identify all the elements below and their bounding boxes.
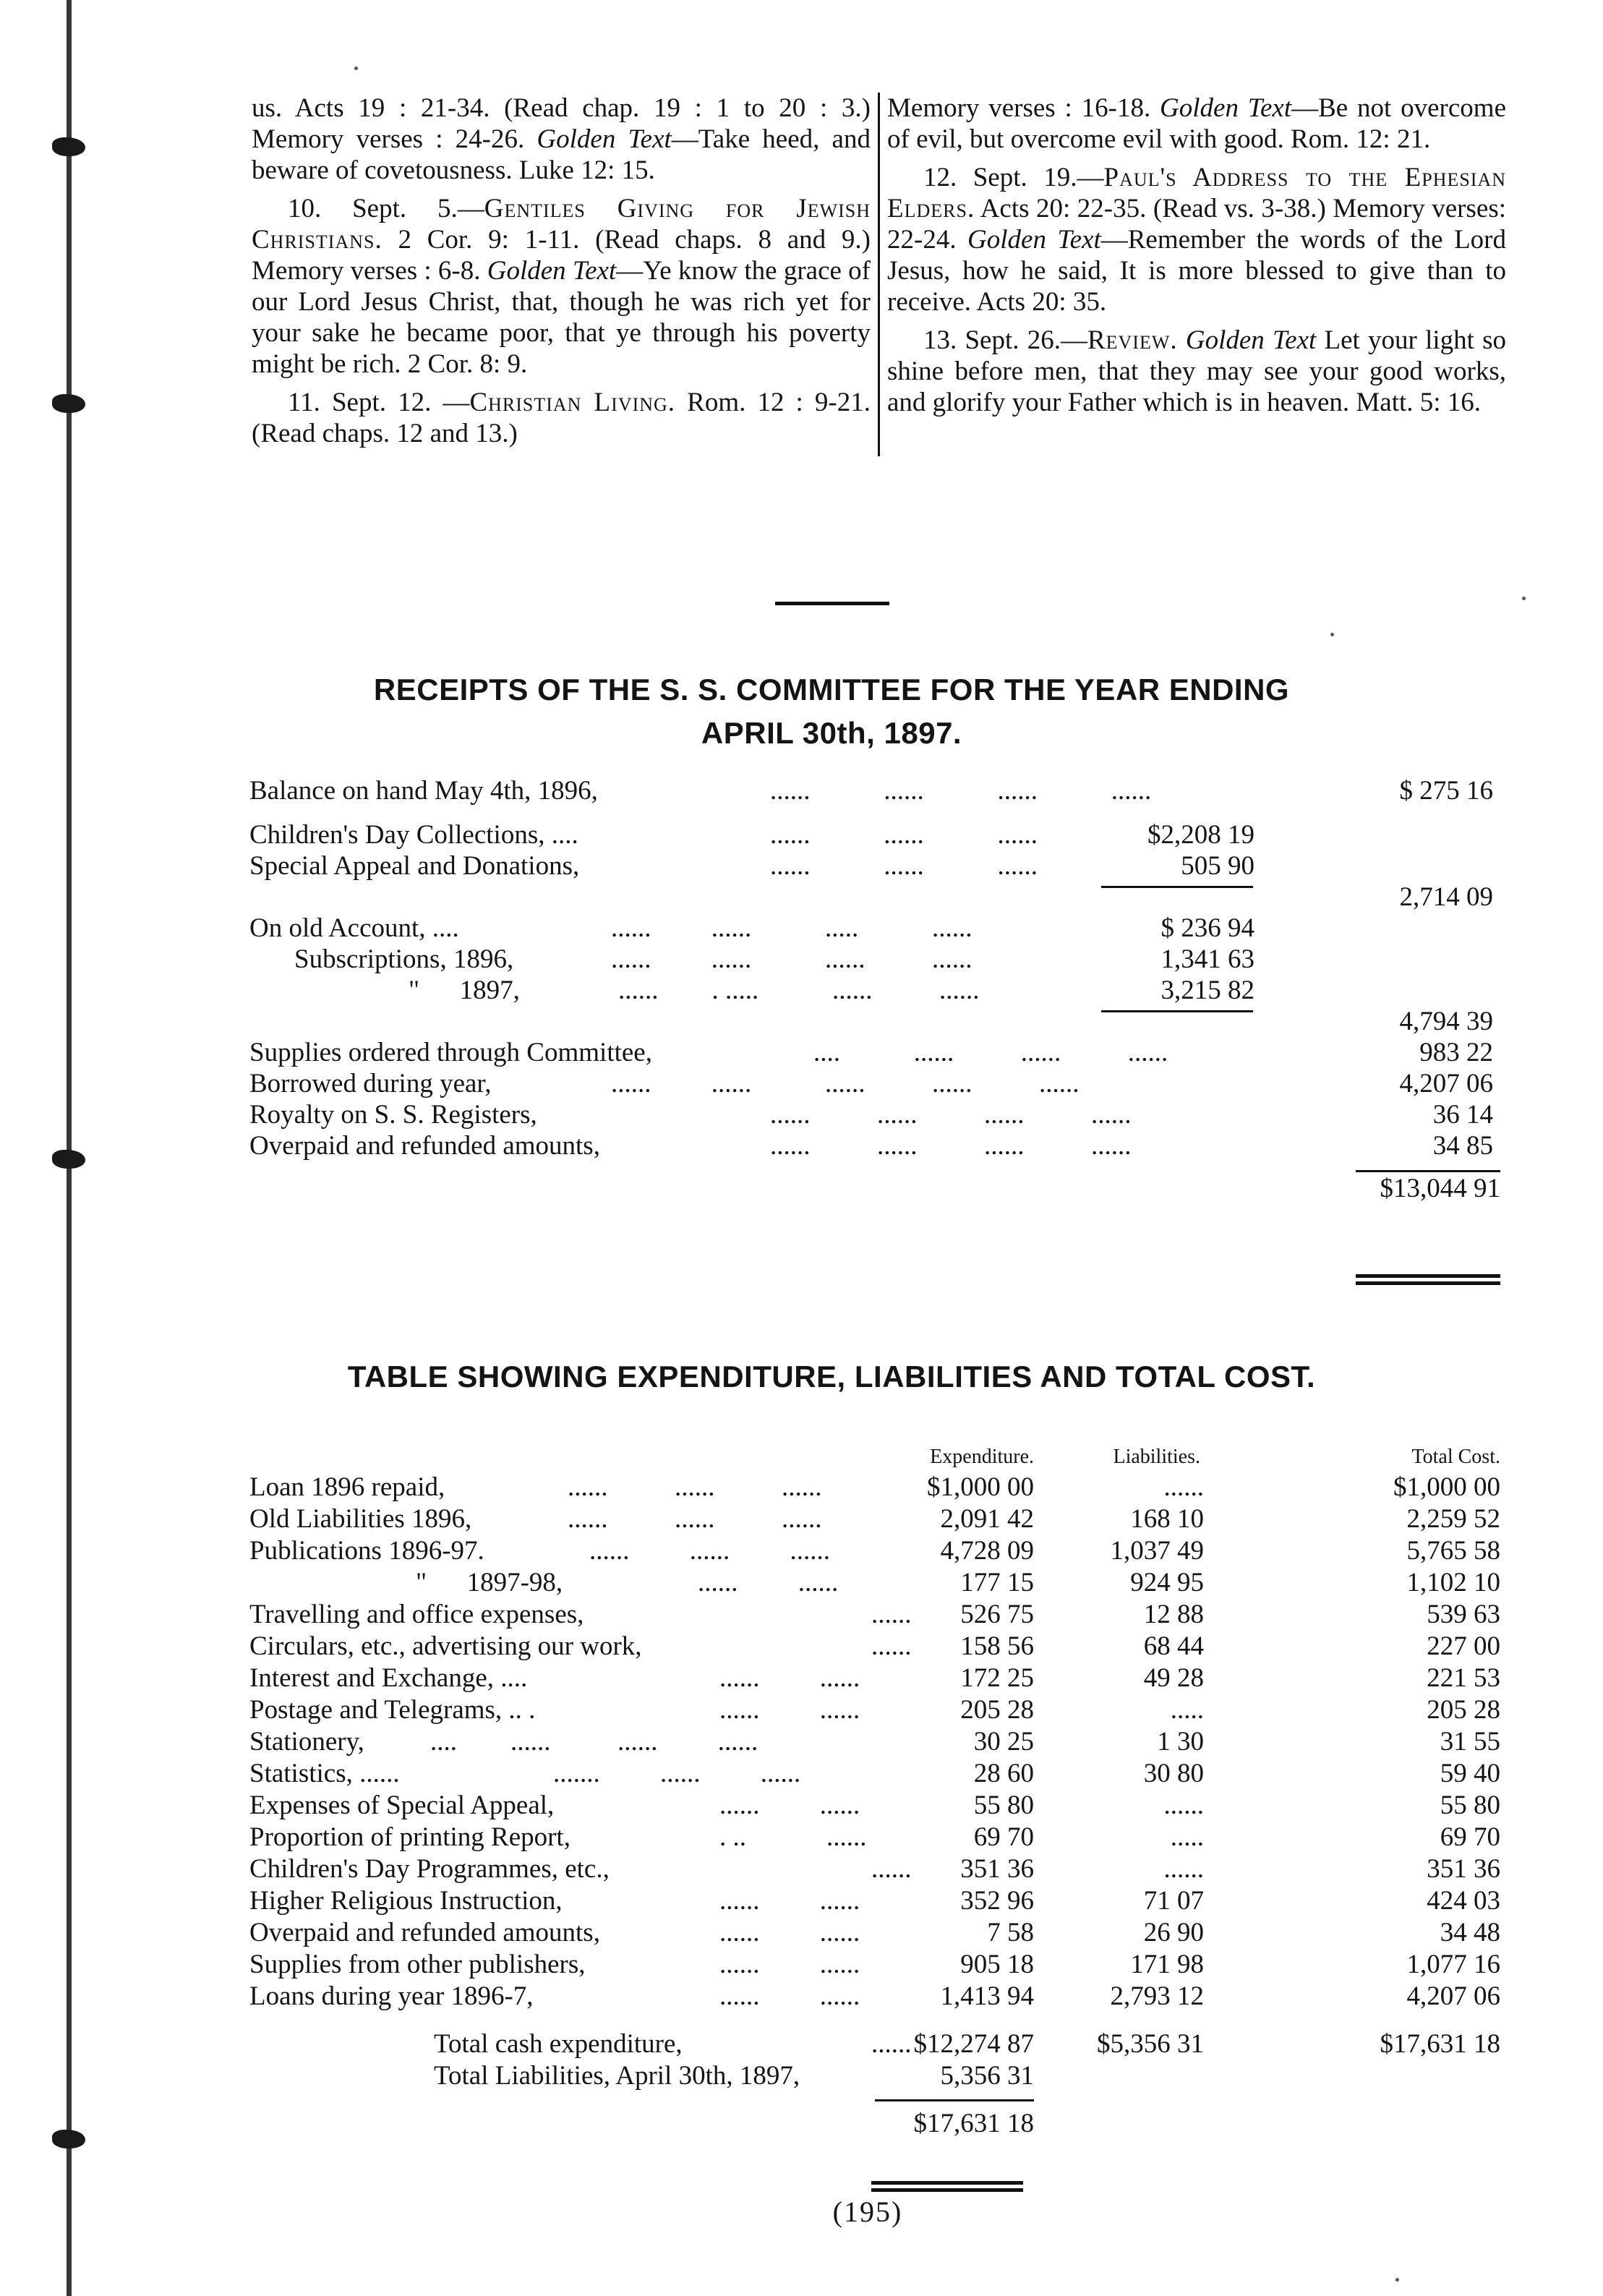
- leader-dots: .... ...... ...... ......: [813, 1038, 1168, 1067]
- column-header-expenditure: Expenditure.: [930, 1446, 1034, 1468]
- receipt-row: Special Appeal and Donations, ...... ...... ...... 505 90: [249, 851, 1254, 881]
- binding-stitch: [52, 137, 85, 156]
- leader-dots: ...... . ..... ...... ......: [618, 976, 980, 1005]
- expenditure-title: TABLE SHOWING EXPENDITURE, LIABILITIES AND TOTAL COST.: [347, 1360, 1316, 1394]
- double-rule: [1356, 1274, 1500, 1278]
- lesson-list: [252, 93, 1506, 456]
- lesson-entry: us. Acts 19 : 21-34. (Read chap. 19 : 1 to 20 : 3.) Memory verses : 24-26. Golden Text—Take heed, and beware of covetousness. Luke 12: 15.: [252, 93, 871, 185]
- leader-dots: ...... ...... ...... ......: [770, 1131, 1132, 1161]
- lesson-entry: 13. Sept. 26.—Review. Golden Text Let your light so shine before men, that they may see your good works, and glorify your Father which is in heaven. Matt. 5: 16.: [887, 325, 1507, 417]
- expenditure-row: Old Liabilities 1896, ...... ...... ...... 2,091 42 168 10 2,259 52: [249, 1504, 1500, 1534]
- leader-dots: ...... ...... ......: [770, 851, 1038, 881]
- receipts-table: [249, 775, 1522, 1205]
- leader-dots: ...... ...... ...... ...... ......: [611, 1069, 1080, 1098]
- expenditure-row: Statistics, ...... ....... ...... ...... 28 60 30 80 59 40: [249, 1759, 1500, 1788]
- binding-stitch: [52, 394, 85, 413]
- leader-dots: ...... ...... ..... ......: [611, 913, 973, 943]
- subtotal-rule: [1101, 886, 1253, 888]
- column-header-liabilities: Liabilities.: [1113, 1446, 1200, 1468]
- expenditure-row: Circulars, etc., advertising our work, ...... 158 56 68 44 227 00: [249, 1631, 1500, 1661]
- expenditure-row: Stationery, .... ...... ...... ...... 30 25 1 30 31 55: [249, 1727, 1500, 1757]
- leader-dots: ...... ...... ...... ......: [770, 776, 1152, 806]
- double-rule: [871, 2188, 1023, 2192]
- column-header-total-cost: Total Cost.: [1411, 1446, 1500, 1468]
- total-liabilities-row: Total Liabilities, April 30th, 1897, 5,356 31: [434, 2061, 1034, 2091]
- lesson-entry: 12. Sept. 19.—Paul's Address to the Ephesian Elders. Acts 20: 22-35. (Read vs. 3-38.) Memory verses: 22-24. Golden Text—Remember the words of the Lord Jesus, how he said, It is more blessed to give than to receive. Acts 20: 35.: [887, 163, 1507, 317]
- expenditure-row: " 1897-98, ...... ...... 177 15 924 95 1,102 10: [416, 1568, 1500, 1597]
- expenditure-table: [249, 1443, 1522, 2143]
- leader-dots: ...... ...... ......: [770, 820, 1038, 850]
- lesson-entry: 11. Sept. 12. —Christian Living. Rom. 12 : 9-21. (Read chaps. 12 and 13.): [252, 388, 871, 448]
- lesson-entry: 10. Sept. 5.—Gentiles Giving for Jewish Christians. 2 Cor. 9: 1-11. (Read chaps. 8 and 9.) Memory verses : 6-8. Golden Text—Ye know the grace of our Lord Jesus Christ, that, though he was rich yet for your sake he became poor, that ye through his poverty might be rich. 2 Cor. 8: 9.: [252, 194, 871, 379]
- receipt-subtotal-row: 2,714 09: [249, 882, 1522, 913]
- expenditure-row: Children's Day Programmes, etc., ...... 351 36 ...... 351 36: [249, 1854, 1500, 1884]
- binding-stitch: [52, 1150, 85, 1169]
- binding-stitch: [52, 2130, 85, 2148]
- ink-speck: [1395, 2278, 1399, 2282]
- receipt-total-row: $13,044 91: [249, 1161, 1522, 1205]
- receipt-row: Royalty on S. S. Registers, ...... ...... ...... ...... 36 14: [249, 1100, 1493, 1130]
- expenditure-row: Loans during year 1896-7, ...... ...... 1,413 94 2,793 12 4,207 06: [249, 1981, 1500, 2011]
- total-rule: [875, 2099, 1034, 2101]
- expenditure-row: Expenses of Special Appeal, ...... ...... 55 80 ...... 55 80: [249, 1791, 1500, 1820]
- receipt-row: Children's Day Collections, .... ...... ...... ...... $2,208 19: [249, 820, 1254, 850]
- page-number: (195): [832, 2195, 903, 2228]
- lesson-entry: Memory verses : 16-18. Golden Text—Be not overcome of evil, but overcome evil with good. Rom. 12: 21.: [887, 93, 1507, 154]
- expenditure-row: Postage and Telegrams, .. . ...... ...... 205 28 ..... 205 28: [249, 1695, 1500, 1725]
- receipt-subtotal-row: 4,794 39: [249, 1006, 1522, 1037]
- expenditure-row: Travelling and office expenses, ...... 526 75 12 88 539 63: [249, 1600, 1500, 1629]
- receipt-row: Subscriptions, 1896, ...... ...... ...... ...... 1,341 63: [294, 944, 1254, 974]
- ink-speck: [1330, 633, 1334, 636]
- leader-dots: ...... ...... ...... ......: [770, 1100, 1132, 1130]
- total-cash-row: Total cash expenditure, ...... $12,274 87 $5,356 31 $17,631 18: [434, 2029, 1500, 2059]
- receipt-row: " 1897, ...... . ..... ...... ...... 3,215 82: [409, 976, 1254, 1005]
- receipt-row: On old Account, .... ...... ...... ..... ...... $ 236 94: [249, 913, 1254, 943]
- leader-dots: ...... ...... ...... ......: [611, 944, 973, 974]
- expenditure-row: Proportion of printing Report, . .. ...... 69 70 ..... 69 70: [249, 1822, 1500, 1852]
- lesson-column-right: [880, 93, 1506, 456]
- expenditure-row: Higher Religious Instruction, ...... ...... 352 96 71 07 424 03: [249, 1886, 1500, 1916]
- total-rule: [1356, 1170, 1500, 1172]
- receipt-row: Balance on hand May 4th, 1896, ...... ...... ...... ...... $ 275 16: [249, 776, 1493, 806]
- expenditure-row: Loan 1896 repaid, ...... ...... ...... $1,000 00 ...... $1,000 00: [249, 1472, 1500, 1502]
- receipt-row: Supplies ordered through Committee, .... ...... ...... ...... 983 22: [249, 1038, 1493, 1067]
- receipt-row: Borrowed during year, ...... ...... ...... ...... ...... 4,207 06: [249, 1069, 1493, 1098]
- section-divider: [775, 602, 889, 605]
- lesson-column-left: [252, 93, 880, 456]
- ink-speck: [354, 67, 358, 70]
- expenditure-row: Supplies from other publishers, ...... ...... 905 18 171 98 1,077 16: [249, 1950, 1500, 1979]
- expenditure-row: Interest and Exchange, .... ...... ...... 172 25 49 28 221 53: [249, 1663, 1500, 1693]
- double-rule: [1356, 1281, 1500, 1285]
- grand-total-row: $17,631 18: [249, 2092, 1522, 2143]
- receipts-title-date: APRIL 30th, 1897.: [701, 716, 962, 750]
- expenditure-row: Overpaid and refunded amounts, ...... ...... 7 58 26 90 34 48: [249, 1918, 1500, 1947]
- expenditure-row: Publications 1896-97. ...... ...... ...... 4,728 09 1,037 49 5,765 58: [249, 1536, 1500, 1566]
- receipt-row: Overpaid and refunded amounts, ...... ...... ...... ...... 34 85: [249, 1131, 1493, 1161]
- table-header: [249, 1443, 1522, 1472]
- double-rule: [871, 2181, 1023, 2185]
- binding-edge: [67, 0, 72, 2296]
- ink-speck: [1522, 597, 1526, 600]
- subtotal-rule: [1101, 1010, 1253, 1012]
- receipts-title: RECEIPTS OF THE S. S. COMMITTEE FOR THE YEAR ENDING: [373, 673, 1290, 707]
